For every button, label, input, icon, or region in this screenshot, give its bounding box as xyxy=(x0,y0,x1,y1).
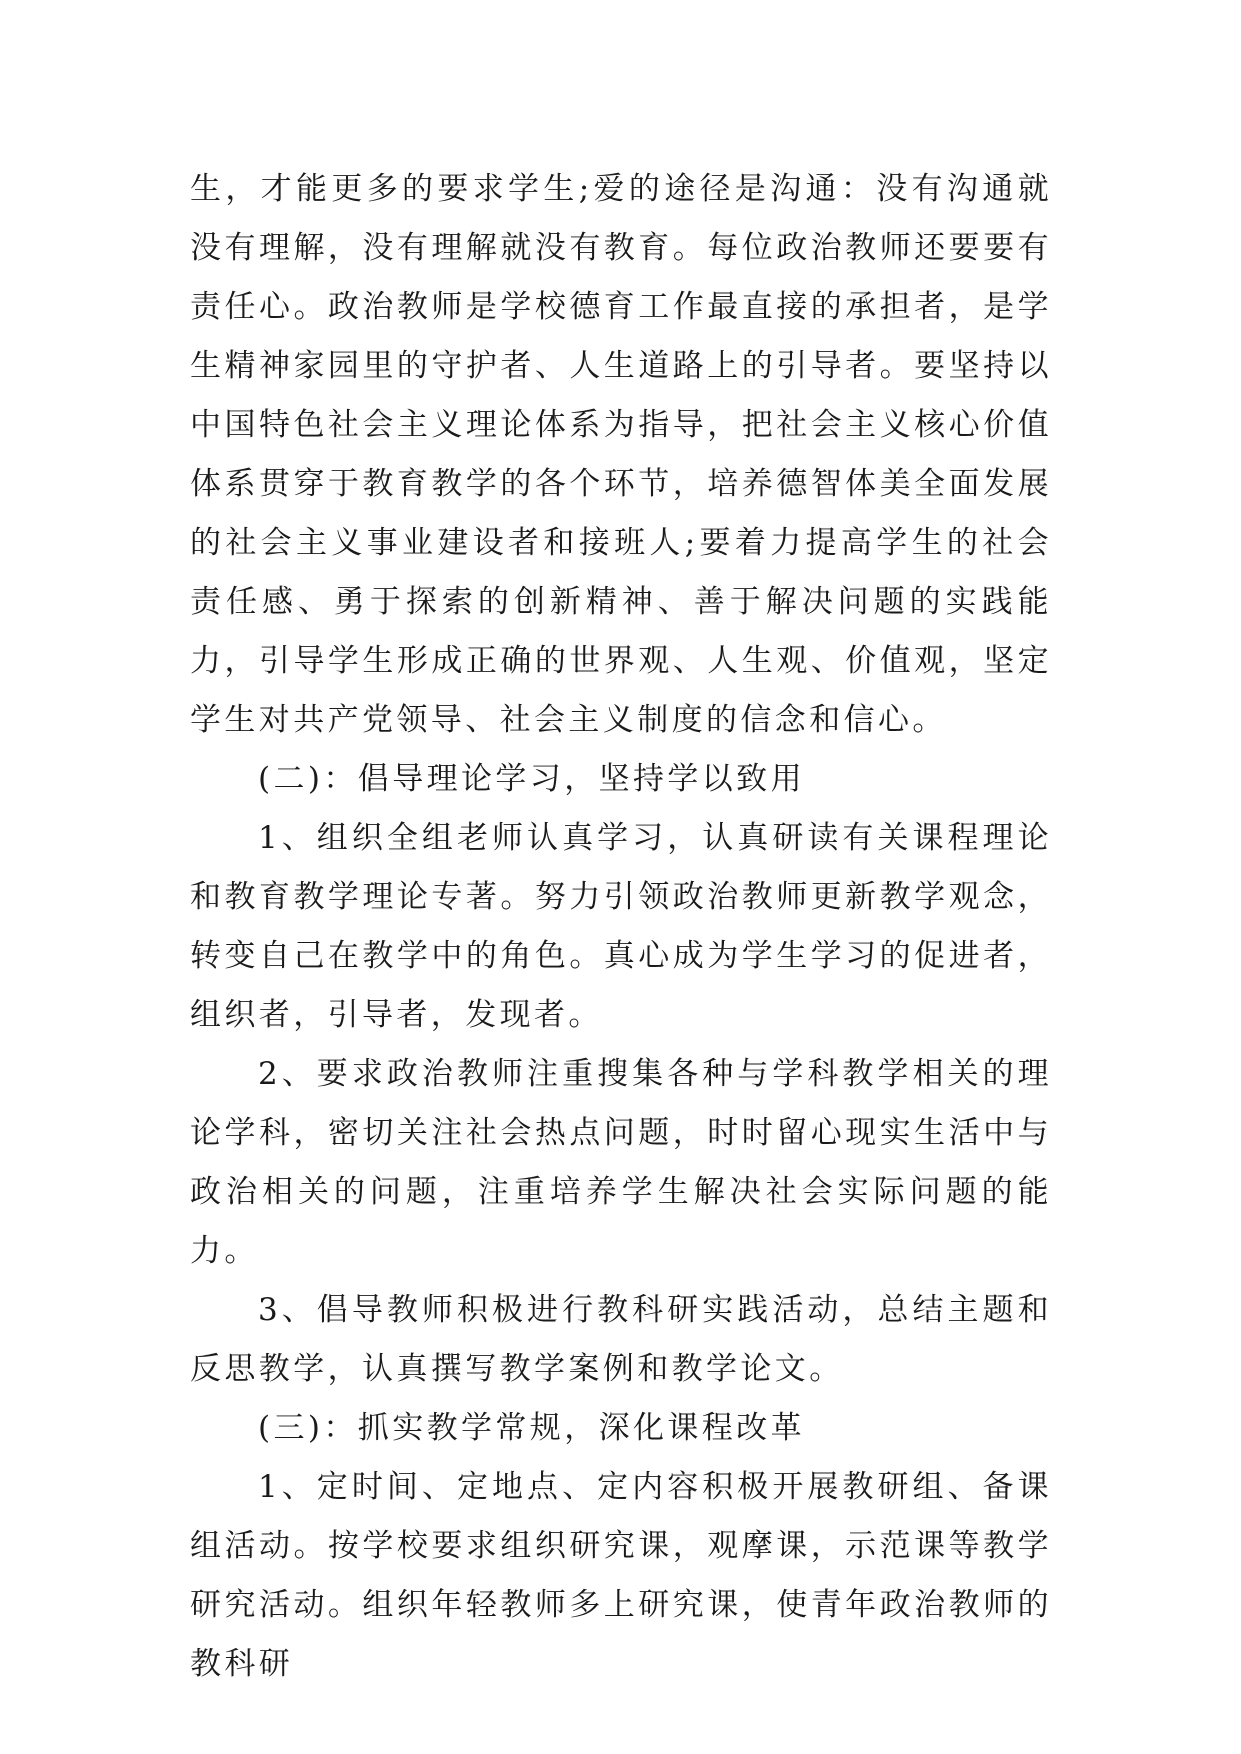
list-item-3: 3、倡导教师积极进行教科研实践活动，总结主题和反思教学，认真撰写教学案例和教学论文。 xyxy=(190,1292,1052,1387)
section-heading-2: (二)：倡导理论学习，坚持学以致用 xyxy=(258,761,805,797)
document-body xyxy=(190,160,1052,1694)
section-heading-3: (三)：抓实教学常规，深化课程改革 xyxy=(258,1410,805,1446)
list-item-2: 2、要求政治教师注重搜集各种与学科教学相关的理论学科，密切关注社会热点问题，时时留心现实生活中与政治相关的问题，注重培养学生解决社会实际问题的能力。 xyxy=(190,1056,1052,1269)
paragraph-continuation: 生，才能更多的要求学生;爱的途径是沟通：没有沟通就没有理解，没有理解就没有教育。每位政治教师还要要有责任心。政治教师是学校德育工作最直接的承担者，是学生精神家园里的守护者、人生道路上的引导者。要坚持以中国特色社会主义理论体系为指导，把社会主义核心价值体系贯穿于教育教学的各个环节，培养德智体美全面发展的社会主义事业建设者和接班人;要着力提高学生的社会责任感、勇于探索的创新精神、善于解决问题的实践能力，引导学生形成正确的世界观、人生观、价值观，坚定学生对共产党领导、社会主义制度的信念和信心。 xyxy=(190,171,1052,738)
list-item-1-section-3: 1、定时间、定地点、定内容积极开展教研组、备课组活动。按学校要求组织研究课，观摩课，示范课等教学研究活动。组织年轻教师多上研究课，使青年政治教师的教科研 xyxy=(190,1469,1052,1682)
list-item-1: 1、组织全组老师认真学习，认真研读有关课程理论和教育教学理论专著。努力引领政治教师更新教学观念，转变自己在教学中的角色。真心成为学生学习的促进者，组织者，引导者，发现者。 xyxy=(190,820,1052,1033)
